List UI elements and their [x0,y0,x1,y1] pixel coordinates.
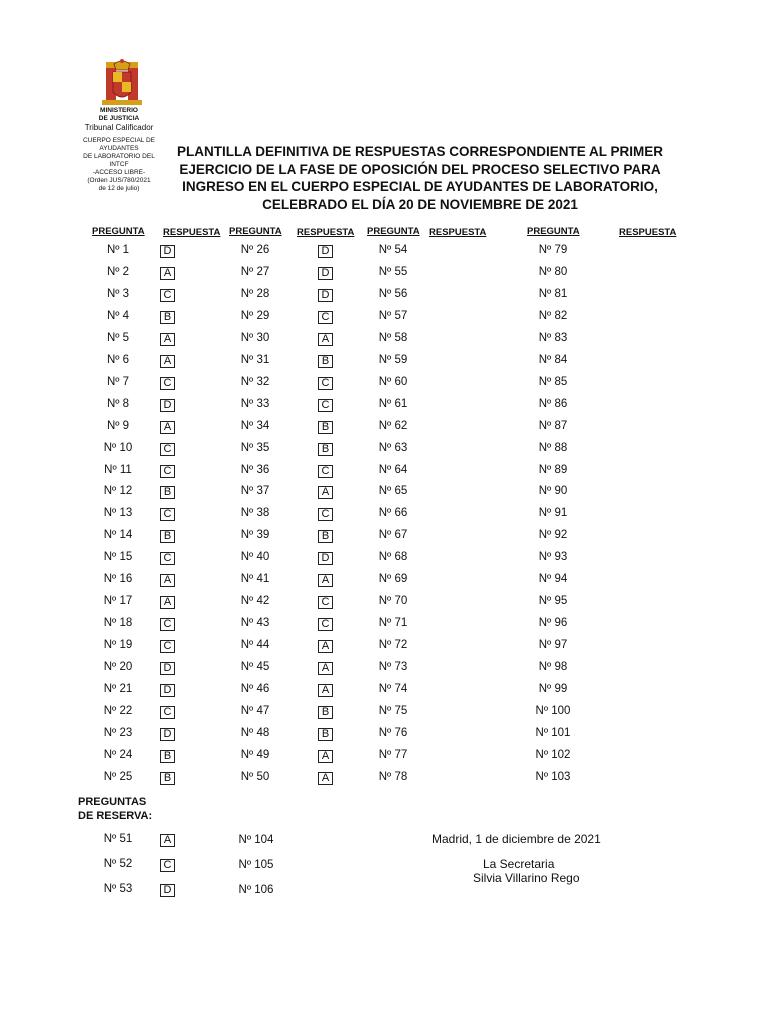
answer-box: B [318,728,333,741]
question-number: Nº 76 [378,726,408,739]
question-number: Nº 93 [538,551,568,564]
question-number: Nº 95 [538,595,568,608]
answer-box: D [318,245,333,258]
question-number: Nº 35 [240,441,270,454]
answer-box: A [160,333,175,346]
answer-box: B [318,706,333,719]
answer-box: B [160,311,175,324]
question-number: Nº 77 [378,748,408,761]
title-line: PLANTILLA DEFINITIVA DE RESPUESTAS CORRESPONDIENTE AL PRIMER [176,144,664,159]
question-number: Nº 80 [538,265,568,278]
reserve-question-number: Nº 52 [103,858,133,870]
answer-box: D [160,684,175,697]
question-number: Nº 82 [538,309,568,322]
place-date: Madrid, 1 de diciembre de 2021 [432,832,601,846]
question-number: Nº 56 [378,287,408,300]
question-number: Nº 70 [378,595,408,608]
question-number: Nº 23 [103,726,133,739]
header-pregunta: PREGUNTA [92,226,145,237]
reserve-question-number: Nº 104 [238,834,274,846]
reserve-question-number: Nº 106 [238,884,274,896]
reserve-question-number: Nº 53 [103,883,133,895]
answer-box: B [160,772,175,785]
question-number: Nº 4 [106,309,130,322]
question-number: Nº 21 [103,683,133,695]
question-number: Nº 67 [378,529,408,542]
question-number: Nº 5 [106,331,130,344]
question-number: Nº 94 [538,573,568,586]
question-number: Nº 103 [535,770,571,783]
question-number: Nº 92 [538,529,568,542]
question-number: Nº 45 [240,661,270,674]
question-number: Nº 99 [538,683,568,695]
question-number: Nº 26 [240,244,270,256]
reserve-answer-box: D [160,884,175,897]
answer-box: C [160,618,175,631]
question-number: Nº 58 [378,331,408,344]
question-number: Nº 100 [535,704,571,717]
reserve-question-number: Nº 105 [238,859,274,871]
question-number: Nº 7 [106,375,130,388]
answer-box: C [160,465,175,478]
question-number: Nº 71 [378,617,408,630]
reserve-answer-box: A [160,834,175,847]
question-number: Nº 44 [240,639,270,652]
answer-box: B [318,421,333,434]
document-title [175,143,665,213]
answer-box: C [318,377,333,390]
question-number: Nº 46 [240,683,270,695]
header-respuesta: RESPUESTA [297,227,355,238]
answer-box: B [318,530,333,543]
question-number: Nº 68 [378,551,408,564]
question-number: Nº 62 [378,419,408,432]
answer-box: D [160,662,175,675]
question-number: Nº 2 [106,265,130,278]
cuerpo-line: (Orden JUS/780/2021 [87,177,151,184]
question-number: Nº 9 [106,419,130,432]
signer-name: Silvia Villarino Rego [473,871,580,885]
question-number: Nº 81 [538,287,568,300]
reserve-title [78,795,152,823]
question-number: Nº 78 [378,770,408,783]
question-number: Nº 84 [538,353,568,366]
question-number: Nº 14 [103,529,133,542]
reserve-answer-box: C [160,859,175,872]
question-number: Nº 10 [103,441,133,454]
question-number: Nº 20 [103,661,133,674]
answer-box: D [160,245,175,258]
question-number: Nº 37 [240,485,270,498]
answer-box: C [160,552,175,565]
question-number: Nº 28 [240,287,270,300]
answer-box: C [160,640,175,653]
question-number: Nº 79 [538,244,568,256]
question-number: Nº 59 [378,353,408,366]
header-pregunta: PREGUNTA [367,226,420,237]
question-number: Nº 17 [103,595,133,608]
cuerpo-line: CUERPO ESPECIAL DE [82,137,155,144]
question-number: Nº 16 [103,573,133,586]
question-number: Nº 18 [103,617,133,630]
question-number: Nº 90 [538,485,568,498]
answer-box: C [318,618,333,631]
answer-box: B [160,530,175,543]
question-number: Nº 34 [240,419,270,432]
cuerpo-info [64,137,174,193]
question-number: Nº 96 [538,617,568,630]
answer-box: A [160,267,175,280]
coat-of-arms-logo [96,58,148,108]
question-number: Nº 8 [106,397,130,410]
reserve-question-number: Nº 51 [103,833,133,845]
question-number: Nº 54 [378,244,408,256]
answer-box: A [318,574,333,587]
header-pregunta: PREGUNTA [527,226,580,237]
header-respuesta: RESPUESTA [429,227,487,238]
reserve-title-line: PREGUNTAS [78,796,147,808]
answer-box: B [318,443,333,456]
cuerpo-line: de 12 de julio) [98,185,140,192]
question-number: Nº 27 [240,265,270,278]
question-number: Nº 66 [378,507,408,520]
question-number: Nº 102 [535,748,571,761]
question-number: Nº 73 [378,661,408,674]
title-line: EJERCICIO DE LA FASE DE OPOSICIÓN DEL PROCESO SELECTIVO PARA [179,161,661,177]
question-number: Nº 55 [378,265,408,278]
answer-box: C [318,465,333,478]
answer-box: A [318,486,333,499]
question-number: Nº 38 [240,507,270,520]
question-number: Nº 15 [103,551,133,564]
question-number: Nº 61 [378,397,408,410]
question-number: Nº 64 [378,463,408,476]
cuerpo-line: -ACCESO LIBRE- [92,169,146,176]
header-pregunta: PREGUNTA [229,226,282,237]
question-number: Nº 3 [106,287,130,300]
question-number: Nº 63 [378,441,408,454]
cuerpo-line: DE LABORATORIO DEL [83,153,155,160]
question-number: Nº 31 [240,353,270,366]
tribunal-label: Tribunal Calificador [84,123,154,132]
question-number: Nº 87 [538,419,568,432]
answer-box: D [160,399,175,412]
answer-box: C [160,377,175,390]
question-number: Nº 13 [103,507,133,520]
answer-box: A [318,684,333,697]
question-number: Nº 89 [538,463,568,476]
question-number: Nº 32 [240,375,270,388]
answer-box: A [318,640,333,653]
question-number: Nº 57 [378,309,408,322]
answer-box: A [318,662,333,675]
question-number: Nº 49 [240,748,270,761]
question-number: Nº 69 [378,573,408,586]
question-number: Nº 11 [104,463,132,476]
question-number: Nº 30 [240,331,270,344]
question-number: Nº 75 [378,704,408,717]
question-number: Nº 101 [535,726,571,739]
answer-box: A [160,596,175,609]
question-number: Nº 65 [378,485,408,498]
question-number: Nº 6 [106,353,130,366]
answer-box: B [160,750,175,763]
header-respuesta: RESPUESTA [619,227,677,238]
question-number: Nº 85 [538,375,568,388]
answer-box: D [318,552,333,565]
reserve-title-line: DE RESERVA: [78,810,153,822]
cuerpo-line: INTCF [109,161,129,168]
answer-box: C [160,289,175,302]
answer-box: C [318,399,333,412]
question-number: Nº 25 [103,770,133,783]
question-number: Nº 50 [240,770,270,783]
answer-box: A [160,574,175,587]
signer-role: La Secretaria [483,857,555,871]
question-number: Nº 43 [240,617,270,630]
answer-box: C [160,443,175,456]
question-number: Nº 33 [240,397,270,410]
answer-box: A [160,421,175,434]
cuerpo-line: AYUDANTES [99,145,139,152]
answer-box: C [318,311,333,324]
question-number: Nº 41 [240,573,270,586]
ministry-name: MINISTERIO DE JUSTICIA [98,107,140,122]
answer-box: A [160,355,175,368]
answer-box: D [318,267,333,280]
question-number: Nº 40 [240,551,270,564]
answer-box: D [160,728,175,741]
question-number: Nº 29 [240,309,270,322]
question-number: Nº 22 [103,704,133,717]
question-number: Nº 86 [538,397,568,410]
question-number: Nº 12 [103,485,133,498]
question-number: Nº 19 [103,639,133,652]
answer-box: C [318,508,333,521]
question-number: Nº 72 [378,639,408,652]
question-number: Nº 60 [378,375,408,388]
answer-box: C [318,596,333,609]
question-number: Nº 74 [378,683,408,695]
answer-box: B [160,486,175,499]
answer-box: C [160,706,175,719]
answer-box: A [318,750,333,763]
answer-box: A [318,333,333,346]
question-number: Nº 42 [240,595,270,608]
question-number: Nº 91 [538,507,568,520]
question-number: Nº 48 [240,726,270,739]
header-respuesta: RESPUESTA [163,227,221,238]
question-number: Nº 83 [538,331,568,344]
answer-box: A [318,772,333,785]
question-number: Nº 24 [103,748,133,761]
answer-box: B [318,355,333,368]
answer-box: C [160,508,175,521]
question-number: Nº 36 [240,463,270,476]
question-number: Nº 39 [240,529,270,542]
question-number: Nº 97 [538,639,568,652]
question-number: Nº 98 [538,661,568,674]
question-number: Nº 1 [106,244,130,256]
ministry-block [64,107,174,193]
answer-box: D [318,289,333,302]
title-line: INGRESO EN EL CUERPO ESPECIAL DE AYUDANTES DE LABORATORIO, [182,179,658,194]
title-line: CELEBRADO EL DÍA 20 DE NOVIEMBRE DE 2021 [262,196,578,212]
question-number: Nº 47 [240,704,270,717]
question-number: Nº 88 [538,441,568,454]
